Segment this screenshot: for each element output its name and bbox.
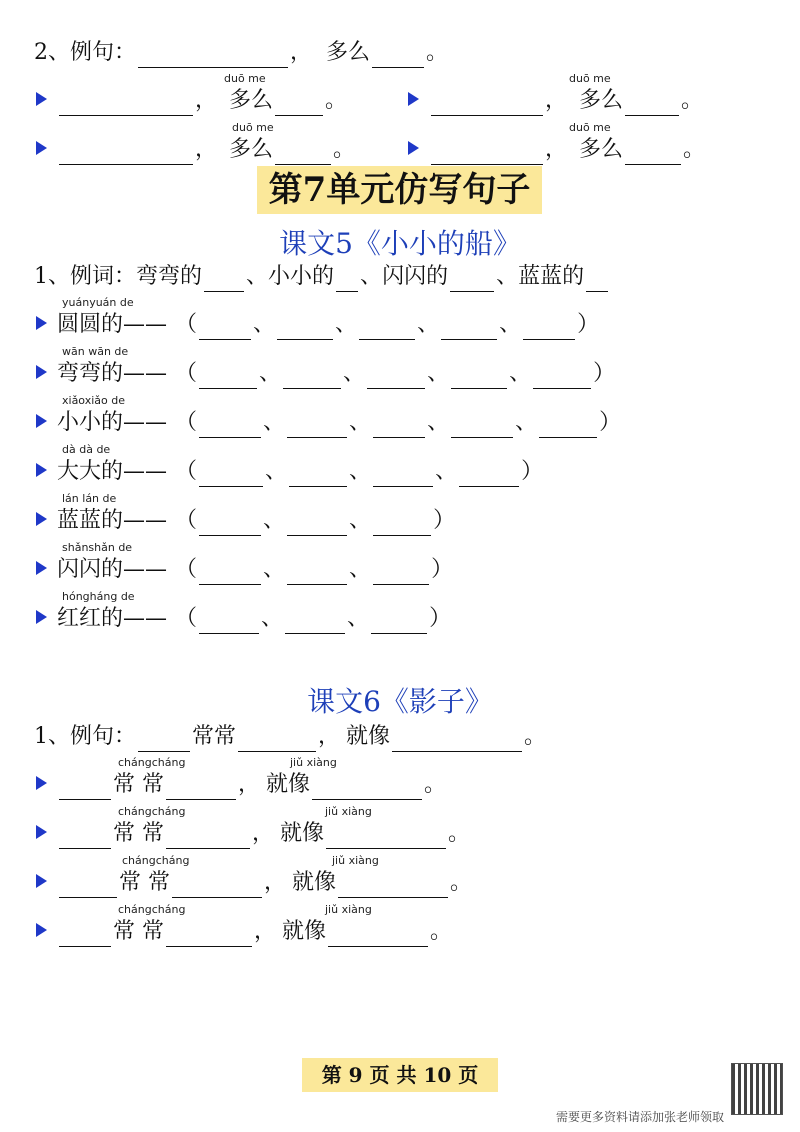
section2-row (36, 86, 347, 116)
separator: 、 (417, 312, 440, 337)
separator: 、 (515, 410, 538, 435)
separator: 、 (347, 606, 370, 631)
section2-row (408, 86, 703, 116)
comma: ， (238, 772, 261, 797)
lesson6-example (34, 722, 546, 752)
blank (199, 562, 261, 585)
period: 。 (430, 919, 453, 944)
separator: 、 (263, 410, 286, 435)
open-paren: （ (175, 508, 198, 533)
pinyin-label: chángcháng (118, 903, 186, 916)
duome-text: 多么 (326, 40, 371, 65)
pinyin-label: chángcháng (122, 854, 190, 867)
lesson5-row (36, 604, 451, 634)
blank (539, 415, 597, 438)
changchang-text: 常 常 (113, 919, 164, 944)
separator: 、 (349, 508, 372, 533)
close-paren: ） (429, 606, 452, 631)
duome-text: 多么 (229, 137, 274, 162)
blank (59, 826, 111, 849)
blank (373, 513, 431, 536)
triangle-bullet-icon (36, 92, 47, 106)
pinyin-label: jiǔ xiàng (332, 854, 379, 867)
lesson6-row (36, 917, 452, 947)
separator: 、 (349, 459, 372, 484)
blank (451, 415, 513, 438)
blank (59, 777, 111, 800)
section2-example (34, 38, 448, 68)
open-paren: （ (175, 312, 198, 337)
period: 。 (450, 870, 473, 895)
lesson6-title: 课文6《影子》 (307, 685, 493, 718)
lesson5-row (36, 555, 453, 585)
triangle-bullet-icon (36, 923, 47, 937)
lesson5-row (36, 310, 599, 340)
comma: ， (264, 870, 287, 895)
period: 。 (681, 88, 704, 113)
jiuxiang-text: 就像 (282, 919, 327, 944)
separator: 、 (335, 312, 358, 337)
blank (138, 45, 288, 68)
separator: 、 (499, 312, 522, 337)
pinyin-label: dà dà de (62, 443, 111, 456)
blank (359, 317, 415, 340)
duome-text: 多么 (579, 88, 624, 113)
blank (373, 562, 429, 585)
changchang-text: 常 常 (113, 772, 164, 797)
blank (372, 45, 424, 68)
changchang-text: 常 常 (113, 821, 164, 846)
blank (625, 93, 679, 116)
blank (199, 611, 259, 634)
jiuxiang-text: 就像 (346, 724, 391, 749)
triangle-bullet-icon (36, 414, 47, 428)
blank (326, 826, 446, 849)
blank (441, 317, 497, 340)
period: 。 (325, 88, 348, 113)
blank (586, 269, 608, 292)
lesson5-title: 课文5《小小的船》 (279, 227, 521, 260)
blank (172, 875, 262, 898)
close-paren: ） (433, 508, 456, 533)
blank (533, 366, 591, 389)
blank (287, 513, 347, 536)
close-paren: ） (521, 459, 544, 484)
page-indicator: 第 9 页 共 10 页 (302, 1058, 498, 1092)
row-word: 弯弯的—— (57, 361, 168, 386)
separator: 、 (427, 361, 450, 386)
close-paren: ） (593, 361, 616, 386)
blank (199, 366, 257, 389)
blank (373, 464, 433, 487)
blank (287, 415, 347, 438)
triangle-bullet-icon (36, 316, 47, 330)
blank (451, 366, 507, 389)
blank (523, 317, 575, 340)
example-word: 弯弯的 (136, 264, 203, 289)
blank (283, 366, 341, 389)
lesson6-row (36, 770, 446, 800)
separator: 、 (253, 312, 276, 337)
pinyin-label: lán lán de (62, 492, 117, 505)
separator: 、 (259, 361, 282, 386)
footer-note: 需要更多资料请添加张老师领取 (556, 1110, 725, 1124)
pinyin-label: wān wān de (62, 345, 129, 358)
pinyin-duome: duō me (232, 121, 274, 134)
blank (199, 464, 263, 487)
period: 。 (333, 137, 356, 162)
triangle-bullet-icon (408, 141, 419, 155)
lesson6-row (36, 819, 470, 849)
period: 。 (424, 772, 447, 797)
close-paren: ） (599, 410, 622, 435)
blank (199, 317, 251, 340)
section2-row (36, 135, 355, 165)
lesson6-row (36, 868, 472, 898)
section2-row (408, 135, 705, 165)
triangle-bullet-icon (36, 874, 47, 888)
separator: 、 (263, 557, 286, 582)
blank (277, 317, 333, 340)
pinyin-duome: duō me (569, 121, 611, 134)
separator: 、 (349, 410, 372, 435)
row-word: 圆圆的—— (57, 312, 168, 337)
lesson5-row (36, 506, 455, 536)
separator: 、 (246, 264, 269, 289)
pinyin-label: jiǔ xiàng (325, 805, 372, 818)
comma: ， (290, 40, 313, 65)
comma: ， (545, 88, 568, 113)
blank (289, 464, 347, 487)
triangle-bullet-icon (36, 365, 47, 379)
separator: 、 (427, 410, 450, 435)
separator: 、 (263, 508, 286, 533)
blank (166, 826, 250, 849)
blank (625, 142, 681, 165)
row-word: 大大的—— (57, 459, 168, 484)
separator: 、 (360, 264, 383, 289)
blank (59, 93, 193, 116)
example-label: 1、例句： (34, 724, 136, 749)
blank (166, 777, 236, 800)
separator: 、 (265, 459, 288, 484)
pinyin-label: shǎnshǎn de (62, 541, 133, 554)
pinyin-duome: duō me (569, 72, 611, 85)
comma: ， (254, 919, 277, 944)
blank (275, 93, 323, 116)
triangle-bullet-icon (408, 92, 419, 106)
blank (138, 729, 190, 752)
period: 。 (683, 137, 706, 162)
blank (392, 729, 522, 752)
blank (371, 611, 427, 634)
blank (431, 93, 543, 116)
row-word: 小小的—— (57, 410, 168, 435)
open-paren: （ (175, 459, 198, 484)
qr-code-icon (731, 1063, 783, 1115)
separator: 、 (343, 361, 366, 386)
close-paren: ） (431, 557, 454, 582)
lesson5-row (36, 408, 621, 438)
blank (287, 562, 347, 585)
pinyin-duome: duō me (224, 72, 266, 85)
period: 。 (448, 821, 471, 846)
separator: 、 (496, 264, 519, 289)
separator: 、 (349, 557, 372, 582)
comma: ， (545, 137, 568, 162)
triangle-bullet-icon (36, 825, 47, 839)
pinyin-label: chángcháng (118, 805, 186, 818)
pinyin-label: jiǔ xiàng (325, 903, 372, 916)
triangle-bullet-icon (36, 512, 47, 526)
pinyin-label: chángcháng (118, 756, 186, 769)
blank (336, 269, 358, 292)
open-paren: （ (175, 606, 198, 631)
jiuxiang-text: 就像 (292, 870, 337, 895)
open-paren: （ (175, 557, 198, 582)
blank (373, 415, 425, 438)
period: 。 (524, 724, 547, 749)
duome-text: 多么 (229, 88, 274, 113)
triangle-bullet-icon (36, 776, 47, 790)
row-word: 红红的—— (57, 606, 168, 631)
comma: ， (252, 821, 275, 846)
open-paren: （ (175, 361, 198, 386)
pinyin-label: jiǔ xiàng (290, 756, 337, 769)
blank (166, 924, 252, 947)
separator: 、 (435, 459, 458, 484)
open-paren: （ (175, 410, 198, 435)
blank (199, 513, 261, 536)
example-label: 2、例句： (34, 40, 136, 65)
example-label: 1、例词： (34, 264, 136, 289)
changchang-text: 常 常 (119, 870, 170, 895)
example-word: 小小的 (268, 264, 335, 289)
example-word: 闪闪的 (382, 264, 449, 289)
separator: 、 (509, 361, 532, 386)
pinyin-label: xiǎoxiǎo de (62, 394, 125, 407)
close-paren: ） (577, 312, 600, 337)
duome-text: 多么 (579, 137, 624, 162)
lesson5-example (34, 262, 610, 292)
lesson5-row (36, 359, 615, 389)
blank (59, 142, 193, 165)
blank (338, 875, 448, 898)
triangle-bullet-icon (36, 561, 47, 575)
blank (285, 611, 345, 634)
row-word: 闪闪的—— (57, 557, 168, 582)
pinyin-label: yuányuán de (62, 296, 134, 309)
comma: ， (318, 724, 341, 749)
blank (367, 366, 425, 389)
blank (199, 415, 261, 438)
row-word: 蓝蓝的—— (57, 508, 168, 533)
triangle-bullet-icon (36, 610, 47, 624)
period: 。 (426, 40, 449, 65)
blank (59, 875, 117, 898)
comma: ， (195, 137, 218, 162)
pinyin-label: hóngháng de (62, 590, 135, 603)
blank (459, 464, 519, 487)
changchang-text: 常常 (192, 724, 237, 749)
separator: 、 (261, 606, 284, 631)
lesson5-row (36, 457, 543, 487)
blank (450, 269, 494, 292)
blank (431, 142, 543, 165)
triangle-bullet-icon (36, 463, 47, 477)
blank (238, 729, 316, 752)
blank (275, 142, 331, 165)
blank (312, 777, 422, 800)
unit-title: 第7单元仿写句子 (257, 166, 542, 214)
blank (204, 269, 244, 292)
comma: ， (195, 88, 218, 113)
triangle-bullet-icon (36, 141, 47, 155)
blank (328, 924, 428, 947)
jiuxiang-text: 就像 (266, 772, 311, 797)
example-word: 蓝蓝的 (518, 264, 585, 289)
jiuxiang-text: 就像 (280, 821, 325, 846)
blank (59, 924, 111, 947)
